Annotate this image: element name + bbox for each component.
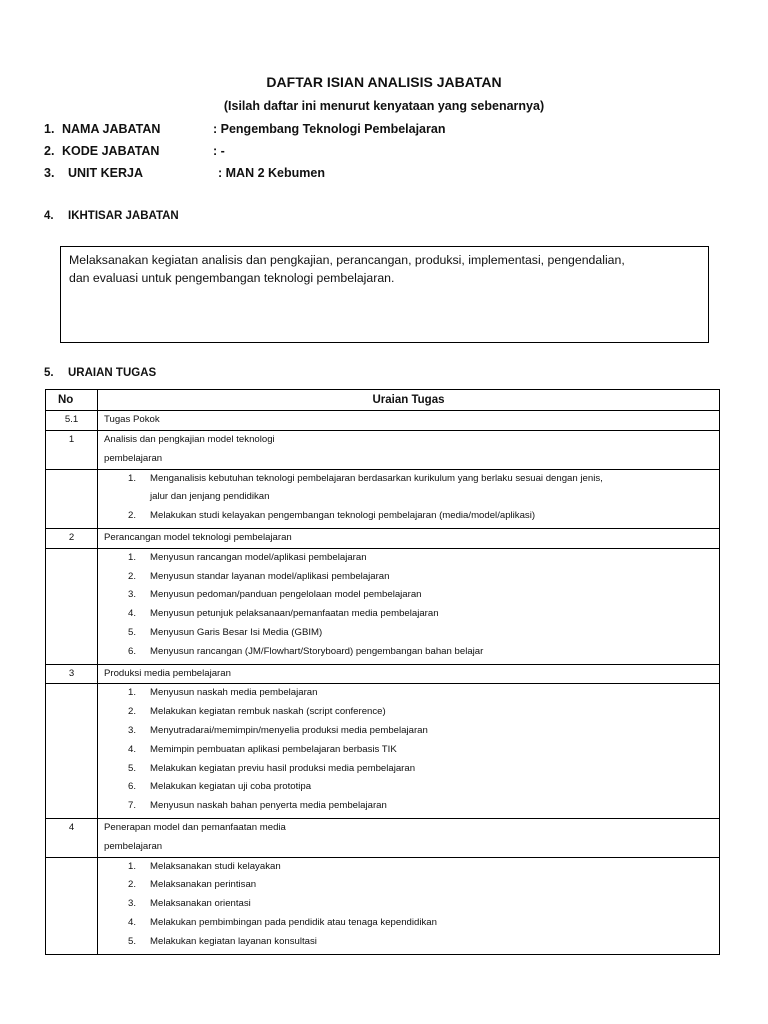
table-header-row <box>46 390 720 411</box>
task-list <box>98 857 720 954</box>
list-item-text: Melaksanakan orientasi <box>150 898 251 910</box>
table-row <box>46 548 720 664</box>
section-uraian-heading <box>44 367 156 379</box>
ikhtisar-box <box>60 246 709 343</box>
section-title: URAIAN TUGAS <box>68 367 157 379</box>
list-item-text: Menganalisis kebutuhan teknologi pembelajaran berdasarkan kurikulum yang berlaku sesuai dengan jenis, <box>150 472 603 484</box>
list-item-text: jalur dan jenjang pendidikan <box>150 491 270 503</box>
list-item-text: Melaksanakan studi kelayakan <box>150 860 281 872</box>
section-number: 5. <box>44 367 54 379</box>
row-number: 3 <box>46 664 98 684</box>
list-item <box>104 507 713 526</box>
list-item-number: 5. <box>128 762 137 774</box>
list-item-number: 4. <box>128 916 137 928</box>
list-item-number: 5. <box>128 935 137 947</box>
row-number-empty <box>46 548 98 664</box>
list-item-number: 2. <box>128 570 137 582</box>
field-label: KODE JABATAN <box>62 144 160 158</box>
list-item-continuation <box>104 488 713 507</box>
list-item <box>104 741 713 760</box>
list-item <box>104 914 713 933</box>
table-row <box>46 411 720 431</box>
list-item-number: 2. <box>128 879 137 891</box>
field-label: UNIT KERJA <box>68 166 144 180</box>
list-item <box>104 624 713 643</box>
list-item-text: Menyusun petunjuk pelaksanaan/pemanfaatan media pembelajaran <box>150 608 439 620</box>
list-item <box>104 722 713 741</box>
list-item-number: 1. <box>128 551 137 563</box>
list-item-number: 1. <box>128 860 137 872</box>
table-row <box>46 857 720 954</box>
list-item-text: Melaksanakan perintisan <box>150 879 257 891</box>
list-item-number: 5. <box>128 626 137 638</box>
row-number: 1 <box>46 431 98 470</box>
task-list <box>98 684 720 819</box>
field-number: 2. <box>44 144 55 158</box>
list-item <box>104 605 713 624</box>
list-item-number: 3. <box>128 724 137 736</box>
list-item-text: Melakukan kegiatan rembuk naskah (script conference) <box>150 706 386 718</box>
table-row <box>46 664 720 684</box>
table-row <box>46 431 720 470</box>
row-number-empty <box>46 857 98 954</box>
list-item-number: 7. <box>128 800 137 812</box>
list-item <box>104 684 713 703</box>
field-label: NAMA JABATAN <box>62 122 161 136</box>
table-row <box>46 469 720 528</box>
list-item-text: Melakukan kegiatan uji coba prototipa <box>150 781 312 793</box>
table-row <box>46 528 720 548</box>
list-item-number: 2. <box>128 510 137 522</box>
row-description <box>98 664 720 684</box>
field-number: 1. <box>44 122 55 136</box>
row-description <box>98 528 720 548</box>
field-value: : Pengembang Teknologi Pembelajaran <box>213 122 446 136</box>
list-item <box>104 549 713 568</box>
task-list <box>98 548 720 664</box>
list-item <box>104 760 713 779</box>
list-item <box>104 876 713 895</box>
row-number-empty <box>46 469 98 528</box>
table-row <box>46 818 720 857</box>
list-item <box>104 895 713 914</box>
ikhtisar-text-line: dan evaluasi untuk pengembangan teknologi pembelajaran. <box>69 271 395 285</box>
list-item-number: 3. <box>128 898 137 910</box>
list-item-text: Melakukan pembimbingan pada pendidik atau tenaga kependidikan <box>150 916 437 928</box>
list-item-text: Menyusun pedoman/panduan pengelolaan model pembelajaran <box>150 589 422 601</box>
table-row <box>46 684 720 819</box>
group-title-line: Penerapan model dan pemanfaatan media <box>104 821 286 833</box>
group-title-line: pembelajaran <box>104 452 163 464</box>
list-item-number: 4. <box>128 743 137 755</box>
field-value: : MAN 2 Kebumen <box>218 166 325 180</box>
list-item-number: 1. <box>128 472 137 484</box>
list-item <box>104 470 713 489</box>
uraian-tugas-table <box>45 389 720 955</box>
section-title: IKHTISAR JABATAN <box>68 210 179 222</box>
list-item <box>104 778 713 797</box>
field-value: : - <box>213 144 225 158</box>
row-number: 2 <box>46 528 98 548</box>
list-item-number: 6. <box>128 781 137 793</box>
column-header-uraian: Uraian Tugas <box>98 390 720 411</box>
list-item-text: Menyusun naskah media pembelajaran <box>150 687 318 699</box>
row-description <box>98 431 720 470</box>
row-number: 5.1 <box>46 411 98 431</box>
document-title: DAFTAR ISIAN ANALISIS JABATAN <box>266 74 502 90</box>
list-item-text: Menyusun rancangan model/aplikasi pembelajaran <box>150 551 367 563</box>
list-item-text: Menyusun rancangan (JM/Flowhart/Storyboard) pengembangan bahan belajar <box>150 645 484 657</box>
list-item <box>104 568 713 587</box>
list-item-number: 1. <box>128 687 137 699</box>
list-item <box>104 586 713 605</box>
list-item-number: 3. <box>128 589 137 601</box>
list-item-text: Melakukan kegiatan layanan konsultasi <box>150 935 317 947</box>
section-ikhtisar-heading <box>44 210 179 222</box>
ikhtisar-text-line: Melaksanakan kegiatan analisis dan pengkajian, perancangan, produksi, implementasi, pengendalian, <box>69 253 625 267</box>
list-item-text: Menyutradarai/memimpin/menyelia produksi media pembelajaran <box>150 724 428 736</box>
list-item <box>104 858 713 877</box>
list-item-text: Menyusun naskah bahan penyerta media pembelajaran <box>150 800 387 812</box>
list-item-text: Menyusun Garis Besar Isi Media (GBIM) <box>150 626 323 638</box>
row-description: Tugas Pokok <box>98 411 720 431</box>
row-description <box>98 818 720 857</box>
field-number: 3. <box>44 166 55 180</box>
list-item <box>104 643 713 662</box>
group-title-line: pembelajaran <box>104 840 163 852</box>
list-item <box>104 797 713 816</box>
group-title-line: Perancangan model teknologi pembelajaran <box>104 531 292 543</box>
section-number: 4. <box>44 210 54 222</box>
list-item-number: 6. <box>128 645 137 657</box>
list-item-text: Memimpin pembuatan aplikasi pembelajaran berbasis TIK <box>150 743 397 755</box>
list-item <box>104 933 713 952</box>
list-item-text: Menyusun standar layanan model/aplikasi pembelajaran <box>150 570 390 582</box>
document-subtitle: (Isilah daftar ini menurut kenyataan yang sebenarnya) <box>223 99 545 113</box>
list-item <box>104 703 713 722</box>
list-item-number: 2. <box>128 706 137 718</box>
list-item-number: 4. <box>128 608 137 620</box>
list-item-text: Melakukan studi kelayakan pengembangan teknologi pembelajaran (media/model/aplikasi) <box>150 510 536 522</box>
list-item-text: Melakukan kegiatan previu hasil produksi media pembelajaran <box>150 762 416 774</box>
row-number: 4 <box>46 818 98 857</box>
column-header-no: No <box>46 390 98 411</box>
task-list <box>98 469 720 528</box>
group-title-line: Analisis dan pengkajian model teknologi <box>104 434 275 445</box>
row-number-empty <box>46 684 98 819</box>
group-title-line: Produksi media pembelajaran <box>104 667 231 679</box>
